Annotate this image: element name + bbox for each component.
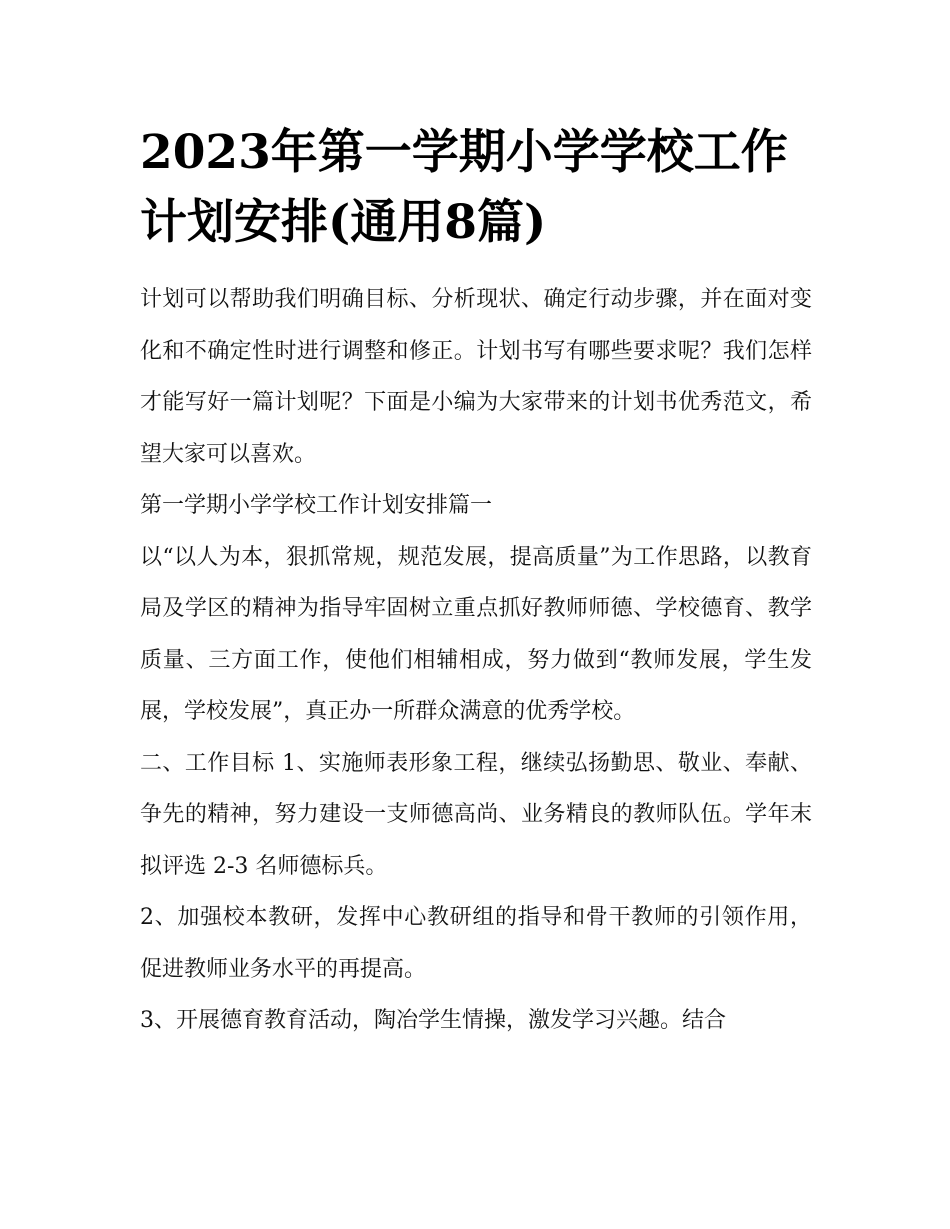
intro-paragraph: 计划可以帮助我们明确目标、分析现状、确定行动步骤，并在面对变化和不确定性时进行调整和修正。计划书写有哪些要求呢？我们怎样才能写好一篇计划呢？下面是小编为大家带来的计划书优秀范文，希望大家可以喜欢。 xyxy=(140,287,812,467)
goals-paragraph: 二、工作目标 1、实施师表形象工程，继续弘扬勤思、敬业、奉献、争先的精神，努力建设一支师德高尚、业务精良的教师队伍。学年末拟评选 2-3 名师德标兵。 xyxy=(140,750,812,879)
goal-item-3: 3、开展德育教育活动，陶冶学生情操，激发学习兴趣。结合 xyxy=(140,1008,726,1033)
document-title: 2023年第一学期小学学校工作计划安排(通用8篇) xyxy=(140,125,788,250)
document-content xyxy=(140,118,812,1047)
body-paragraph: 以“以人为本，狠抓常规，规范发展，提高质量”为工作思路，以教育局及学区的精神为指导牢固树立重点抓好教师师德、学校德育、教学质量、三方面工作，使他们相辅相成，努力做到“教师发展，学生发展，学校发展”，真正办一所群众满意的优秀学校。 xyxy=(140,544,812,724)
document-body xyxy=(140,274,812,1047)
section-heading: 第一学期小学学校工作计划安排篇一 xyxy=(140,493,493,518)
goal-item-2: 2、加强校本教研，发挥中心教研组的指导和骨干教师的引领作用，促进教师业务水平的再提高。 xyxy=(140,905,812,982)
